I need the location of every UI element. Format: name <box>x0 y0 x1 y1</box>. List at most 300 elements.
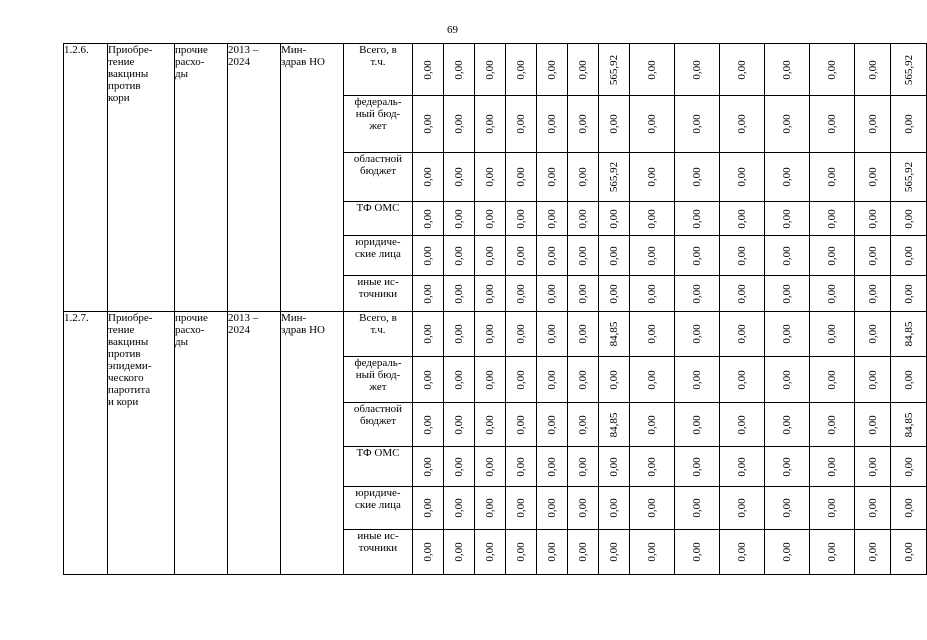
value-cell <box>765 276 810 312</box>
table-row <box>64 44 927 96</box>
value-text: 0,00 <box>902 498 915 518</box>
funding-source-label: иные ис- точники <box>357 530 399 554</box>
value-text: 0,00 <box>422 167 434 187</box>
value-cell <box>630 153 675 202</box>
funding-source <box>344 276 413 312</box>
value-cell <box>765 487 810 530</box>
value-cell <box>475 487 506 530</box>
value-cell <box>413 487 444 530</box>
funding-source <box>344 487 413 530</box>
value-cell <box>720 447 765 487</box>
value-cell <box>475 530 506 575</box>
funding-source-label: ТФ ОМС <box>356 447 400 459</box>
value-cell <box>413 276 444 312</box>
value-cell <box>413 96 444 153</box>
value-cell <box>810 403 855 447</box>
value-cell <box>506 487 537 530</box>
value-text: 0,00 <box>781 208 793 229</box>
value-cell <box>568 447 599 487</box>
value-text: 0,00 <box>691 542 703 562</box>
value-text: 0,00 <box>546 245 558 266</box>
value-text: 0,00 <box>515 59 527 80</box>
value-cell <box>675 153 720 202</box>
funding-source <box>344 357 413 403</box>
value-text: 0,00 <box>453 369 465 390</box>
value-cell <box>599 447 630 487</box>
table-row <box>64 312 927 357</box>
value-cell <box>675 236 720 276</box>
value-text: 0,00 <box>781 283 793 304</box>
value-cell <box>630 202 675 236</box>
value-cell <box>720 487 765 530</box>
value-cell <box>413 202 444 236</box>
value-text: 0,00 <box>736 456 748 477</box>
value-text: 0,00 <box>781 456 793 477</box>
value-cell <box>720 312 765 357</box>
value-cell <box>413 447 444 487</box>
value-text: 0,00 <box>484 498 496 518</box>
value-cell <box>891 202 927 236</box>
value-text: 0,00 <box>691 59 703 80</box>
value-text: 0,00 <box>866 208 879 229</box>
value-text: 0,00 <box>546 208 558 229</box>
value-text: 0,00 <box>902 369 915 390</box>
value-cell <box>506 447 537 487</box>
value-cell <box>765 312 810 357</box>
value-text: 0,00 <box>546 414 558 435</box>
value-cell <box>568 44 599 96</box>
value-text: 0,00 <box>866 324 879 344</box>
value-text: 565,92 <box>608 161 620 193</box>
value-cell <box>891 447 927 487</box>
value-text: 0,00 <box>453 542 465 562</box>
value-cell <box>765 447 810 487</box>
value-cell <box>413 44 444 96</box>
value-text: 0,00 <box>422 114 434 134</box>
value-cell <box>599 236 630 276</box>
funding-source-label: Всего, в т.ч. <box>359 44 397 68</box>
value-cell <box>891 276 927 312</box>
value-cell <box>568 202 599 236</box>
value-text: 0,00 <box>826 414 838 435</box>
value-cell <box>506 96 537 153</box>
value-text: 0,00 <box>577 324 589 344</box>
item-code <box>64 312 108 575</box>
value-text: 0,00 <box>826 498 838 518</box>
value-cell <box>765 44 810 96</box>
value-text: 0,00 <box>515 283 527 304</box>
value-cell <box>810 312 855 357</box>
value-cell <box>675 447 720 487</box>
value-text: 0,00 <box>422 456 434 477</box>
value-cell <box>675 530 720 575</box>
value-text: 0,00 <box>546 283 558 304</box>
item-code-text: 1.2.7. <box>64 312 89 324</box>
value-cell <box>568 530 599 575</box>
funding-source-label: федераль- ный бюд- жет <box>354 96 402 132</box>
value-text: 0,00 <box>484 245 496 266</box>
value-cell <box>413 236 444 276</box>
value-cell <box>537 312 568 357</box>
value-text: 565,92 <box>608 54 620 85</box>
value-cell <box>568 312 599 357</box>
funding-source <box>344 96 413 153</box>
value-text: 0,00 <box>691 456 703 477</box>
value-text: 0,00 <box>646 59 658 80</box>
value-cell <box>506 357 537 403</box>
expense-type <box>175 312 228 575</box>
value-cell <box>855 202 891 236</box>
page-number: 69 <box>447 24 458 36</box>
value-text: 0,00 <box>422 369 434 390</box>
value-text: 0,00 <box>866 114 879 134</box>
value-cell <box>599 403 630 447</box>
value-text: 0,00 <box>515 414 527 435</box>
value-cell <box>506 312 537 357</box>
value-cell <box>444 530 475 575</box>
value-text: 0,00 <box>736 167 748 187</box>
value-cell <box>568 357 599 403</box>
value-text: 0,00 <box>646 245 658 266</box>
item-code-text: 1.2.6. <box>64 44 89 56</box>
value-cell <box>630 530 675 575</box>
value-cell <box>630 403 675 447</box>
value-cell <box>720 530 765 575</box>
value-cell <box>891 96 927 153</box>
value-cell <box>765 403 810 447</box>
value-cell <box>765 357 810 403</box>
value-text: 0,00 <box>691 208 703 229</box>
value-text: 0,00 <box>453 324 465 344</box>
value-cell <box>891 487 927 530</box>
value-text: 0,00 <box>608 369 620 390</box>
value-cell <box>630 236 675 276</box>
value-cell <box>675 487 720 530</box>
value-text: 0,00 <box>736 208 748 229</box>
value-cell <box>444 202 475 236</box>
value-cell <box>855 487 891 530</box>
value-text: 0,00 <box>453 283 465 304</box>
value-cell <box>599 530 630 575</box>
value-text: 0,00 <box>515 456 527 477</box>
value-cell <box>506 530 537 575</box>
value-text: 0,00 <box>484 167 496 187</box>
value-text: 0,00 <box>781 59 793 80</box>
value-cell <box>599 153 630 202</box>
funding-source-label: федераль- ный бюд- жет <box>354 357 402 393</box>
value-text: 0,00 <box>577 369 589 390</box>
value-cell <box>810 357 855 403</box>
value-cell <box>475 44 506 96</box>
value-cell <box>630 357 675 403</box>
funding-source-label: областной бюджет <box>353 153 403 177</box>
value-text: 0,00 <box>736 498 748 518</box>
value-cell <box>855 96 891 153</box>
value-text: 0,00 <box>902 114 915 134</box>
value-text: 0,00 <box>646 283 658 304</box>
value-text: 0,00 <box>546 167 558 187</box>
value-cell <box>630 276 675 312</box>
value-cell <box>765 96 810 153</box>
value-text: 0,00 <box>866 245 879 266</box>
value-cell <box>537 530 568 575</box>
value-text: 0,00 <box>515 324 527 344</box>
funding-source <box>344 312 413 357</box>
value-cell <box>568 236 599 276</box>
value-text: 0,00 <box>577 498 589 518</box>
value-text: 0,00 <box>691 167 703 187</box>
value-text: 0,00 <box>577 542 589 562</box>
value-cell <box>444 96 475 153</box>
value-text: 0,00 <box>781 167 793 187</box>
value-text: 0,00 <box>453 59 465 80</box>
value-cell <box>810 44 855 96</box>
value-text: 0,00 <box>781 498 793 518</box>
value-cell <box>506 236 537 276</box>
value-text: 0,00 <box>826 542 838 562</box>
value-text: 84,85 <box>902 412 915 437</box>
item-name-text: Приобре- тение вакцины против кори <box>108 44 153 104</box>
value-text: 0,00 <box>902 208 915 229</box>
value-text: 0,00 <box>826 114 838 134</box>
value-text: 0,00 <box>608 498 620 518</box>
value-cell <box>537 403 568 447</box>
value-text: 0,00 <box>484 414 496 435</box>
value-cell <box>537 276 568 312</box>
value-text: 0,00 <box>691 283 703 304</box>
value-cell <box>599 312 630 357</box>
value-text: 0,00 <box>422 283 434 304</box>
value-text: 0,00 <box>608 114 620 134</box>
value-cell <box>891 153 927 202</box>
value-text: 0,00 <box>453 498 465 518</box>
value-text: 0,00 <box>866 59 879 80</box>
value-text: 0,00 <box>608 283 620 304</box>
funding-source <box>344 153 413 202</box>
implementation-years-text: 2013 – 2024 <box>228 312 259 336</box>
value-cell <box>891 530 927 575</box>
value-text: 0,00 <box>422 59 434 80</box>
value-cell <box>855 153 891 202</box>
value-text: 0,00 <box>577 114 589 134</box>
value-cell <box>599 96 630 153</box>
value-cell <box>720 357 765 403</box>
value-text: 0,00 <box>515 114 527 134</box>
value-text: 0,00 <box>515 208 527 229</box>
value-text: 0,00 <box>422 498 434 518</box>
value-cell <box>475 153 506 202</box>
value-text: 0,00 <box>577 245 589 266</box>
value-cell <box>855 44 891 96</box>
value-cell <box>413 530 444 575</box>
value-text: 0,00 <box>902 542 915 562</box>
value-cell <box>810 530 855 575</box>
value-cell <box>765 202 810 236</box>
expense-type-text: прочие расхо- ды <box>175 44 208 80</box>
value-cell <box>630 487 675 530</box>
value-text: 84,85 <box>608 412 620 437</box>
value-cell <box>506 44 537 96</box>
value-text: 0,00 <box>902 245 915 266</box>
value-text: 0,00 <box>866 283 879 304</box>
value-cell <box>537 487 568 530</box>
value-text: 565,92 <box>902 54 915 85</box>
value-text: 0,00 <box>646 208 658 229</box>
value-text: 0,00 <box>608 542 620 562</box>
value-cell <box>475 403 506 447</box>
value-cell <box>568 96 599 153</box>
value-cell <box>855 530 891 575</box>
value-cell <box>765 153 810 202</box>
value-text: 0,00 <box>781 245 793 266</box>
value-cell <box>630 44 675 96</box>
value-cell <box>720 153 765 202</box>
value-cell <box>506 153 537 202</box>
value-cell <box>568 403 599 447</box>
value-text: 0,00 <box>736 245 748 266</box>
funding-source-label: юридиче- ские лица <box>355 236 401 260</box>
value-text: 0,00 <box>422 414 434 435</box>
value-cell <box>675 312 720 357</box>
value-cell <box>891 312 927 357</box>
value-cell <box>444 357 475 403</box>
value-cell <box>444 312 475 357</box>
value-text: 0,00 <box>691 324 703 344</box>
value-text: 0,00 <box>646 114 658 134</box>
value-text: 0,00 <box>902 283 915 304</box>
value-text: 0,00 <box>646 324 658 344</box>
value-cell <box>810 236 855 276</box>
value-text: 0,00 <box>691 114 703 134</box>
value-cell <box>630 312 675 357</box>
value-cell <box>444 487 475 530</box>
value-text: 0,00 <box>736 283 748 304</box>
item-name <box>108 44 175 312</box>
value-text: 0,00 <box>608 456 620 477</box>
value-cell <box>720 403 765 447</box>
value-cell <box>475 357 506 403</box>
value-text: 0,00 <box>691 245 703 266</box>
value-cell <box>599 276 630 312</box>
value-text: 0,00 <box>546 456 558 477</box>
value-cell <box>765 530 810 575</box>
value-text: 0,00 <box>484 283 496 304</box>
value-cell <box>537 357 568 403</box>
value-text: 0,00 <box>866 542 879 562</box>
value-text: 565,92 <box>902 161 915 193</box>
value-cell <box>675 44 720 96</box>
value-text: 0,00 <box>422 245 434 266</box>
value-text: 0,00 <box>736 369 748 390</box>
value-cell <box>506 403 537 447</box>
value-cell <box>413 403 444 447</box>
value-cell <box>475 202 506 236</box>
value-cell <box>630 96 675 153</box>
value-text: 0,00 <box>646 369 658 390</box>
funding-source-label: ТФ ОМС <box>356 202 400 214</box>
value-cell <box>568 276 599 312</box>
value-text: 0,00 <box>826 208 838 229</box>
value-text: 0,00 <box>577 414 589 435</box>
value-cell <box>444 236 475 276</box>
value-cell <box>537 202 568 236</box>
value-text: 0,00 <box>781 114 793 134</box>
value-text: 0,00 <box>484 542 496 562</box>
value-text: 0,00 <box>577 59 589 80</box>
value-cell <box>599 487 630 530</box>
value-text: 0,00 <box>546 542 558 562</box>
value-cell <box>444 276 475 312</box>
value-cell <box>891 403 927 447</box>
value-text: 0,00 <box>515 167 527 187</box>
expense-type-text: прочие расхо- ды <box>175 312 208 348</box>
value-cell <box>810 202 855 236</box>
value-cell <box>537 153 568 202</box>
value-text: 0,00 <box>515 245 527 266</box>
executor-text: Мин- здрав НО <box>281 44 325 68</box>
value-cell <box>891 357 927 403</box>
funding-source-label: Всего, в т.ч. <box>359 312 397 336</box>
value-cell <box>855 312 891 357</box>
value-text: 0,00 <box>608 208 620 229</box>
item-name-text: Приобре- тение вакцины против эпидеми- ческого паротита и кори <box>108 312 153 408</box>
value-text: 0,00 <box>781 542 793 562</box>
value-text: 84,85 <box>902 321 915 347</box>
value-text: 0,00 <box>736 542 748 562</box>
value-cell <box>413 312 444 357</box>
funding-source <box>344 530 413 575</box>
value-cell <box>568 153 599 202</box>
value-text: 0,00 <box>646 498 658 518</box>
value-cell <box>444 447 475 487</box>
value-text: 0,00 <box>546 114 558 134</box>
value-text: 0,00 <box>691 498 703 518</box>
value-cell <box>765 236 810 276</box>
value-text: 0,00 <box>736 414 748 435</box>
value-cell <box>810 96 855 153</box>
value-text: 84,85 <box>608 321 620 347</box>
funding-source-label: юридиче- ские лица <box>355 487 401 511</box>
value-cell <box>475 447 506 487</box>
value-text: 0,00 <box>422 324 434 344</box>
value-text: 0,00 <box>866 414 879 435</box>
value-cell <box>855 403 891 447</box>
value-text: 0,00 <box>866 456 879 477</box>
value-cell <box>413 357 444 403</box>
funding-source <box>344 202 413 236</box>
value-text: 0,00 <box>781 369 793 390</box>
value-text: 0,00 <box>736 59 748 80</box>
value-text: 0,00 <box>866 369 879 390</box>
value-cell <box>630 447 675 487</box>
implementation-years <box>228 44 281 312</box>
value-text: 0,00 <box>484 208 496 229</box>
value-text: 0,00 <box>484 369 496 390</box>
value-text: 0,00 <box>484 114 496 134</box>
value-cell <box>810 447 855 487</box>
value-cell <box>475 236 506 276</box>
value-cell <box>891 44 927 96</box>
value-text: 0,00 <box>646 167 658 187</box>
value-text: 0,00 <box>515 498 527 518</box>
value-cell <box>506 276 537 312</box>
value-text: 0,00 <box>646 414 658 435</box>
value-cell <box>810 153 855 202</box>
value-text: 0,00 <box>422 542 434 562</box>
value-text: 0,00 <box>453 208 465 229</box>
item-code <box>64 44 108 312</box>
value-cell <box>720 202 765 236</box>
